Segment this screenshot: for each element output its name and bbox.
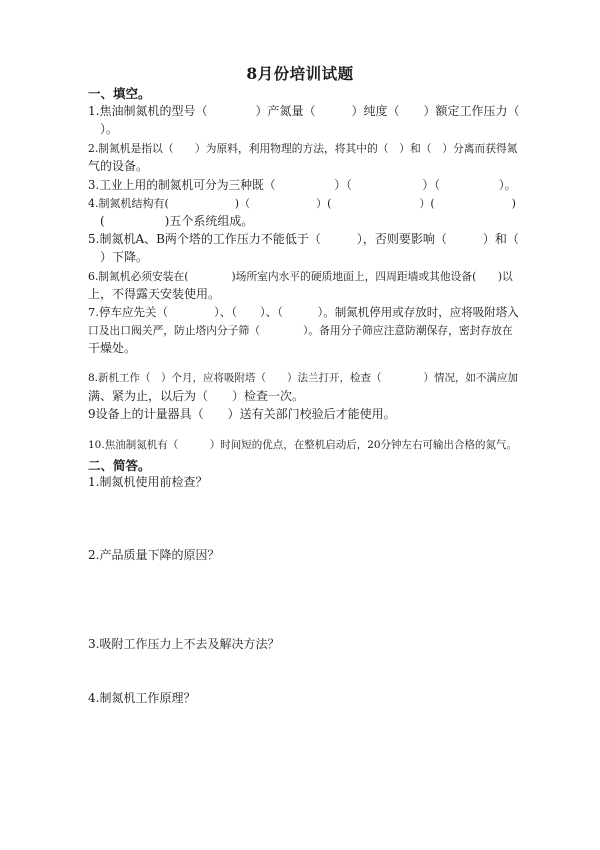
question-8-line-1: 8.新机工作（ ）个月，应将吸附塔（ ）法兰打开，检查（ ）情况，如不满应加 [88,372,519,384]
question-6-line-2: 上，不得露天安装使用。 [88,287,221,301]
section-short-answer-heading: 二、简答。 [88,458,151,473]
question-2-line-2: 气的设备。 [88,159,149,173]
question-10: 10.焦油制氮机有（ ）时间短的优点，在整机启动后，20分钟左右可输出合格的氮气。 [88,439,518,451]
page-title: 8月份培训试题 [246,64,354,83]
question-9: 9设备上的计量器具（ ）送有关部门校验后才能使用。 [88,407,396,421]
question-3: 3.工业上用的制氮机可分为三种既（ ）（ ）（ ）。 [88,178,517,192]
question-4-line-1: 4.制氮机结构有( )（ ）( ）( ) [88,197,516,210]
question-2-line-1: 2.制氮机是指以（ ）为原料，利用物理的方法，将其中的（ ）和（ ）分离而获得氮 [88,142,518,155]
question-6-line-1: 6.制氮机必须安装在( )场所室内水平的硬质地面上，四周距墙或其他设备( )以 [88,270,513,283]
short-answer-1: 1.制氮机使用前检查？ [88,475,208,489]
short-answer-2: 2.产品质量下降的原因？ [88,548,220,562]
short-answer-3: 3.吸附工作压力上不去及解决方法？ [88,637,280,651]
question-5-line-1: 5.制氮机A、B两个塔的工作压力不能低于（ ），否则要影响（ ）和（ [88,232,519,246]
section-fill-in-heading: 一、填空。 [88,86,151,101]
question-1-line-1: 1.焦油制氮机的型号（ ）产氮量（ ）纯度（ ）额定工作压力（ [88,104,520,118]
question-7-line-2: 口及出口阀关严，防止塔内分子筛（ ）。备用分子筛应注意防潮保存，密封存放在 [88,324,513,337]
question-7-line-1: 7.停车应先关（ ）、（ ）、（ ）。制氮机停用或存放时，应将吸附塔入 [88,305,519,319]
question-7-line-3: 干燥处。 [88,341,137,355]
question-1-line-2: ）。 [88,122,119,136]
short-answer-4: 4.制氮机工作原理？ [88,691,196,705]
question-8-line-2: 满、紧为止，以后为（ ）检查一次。 [88,389,305,403]
question-4-line-2: ( )五个系统组成。 [88,214,254,228]
question-5-line-2: ）下降。 [88,250,149,264]
